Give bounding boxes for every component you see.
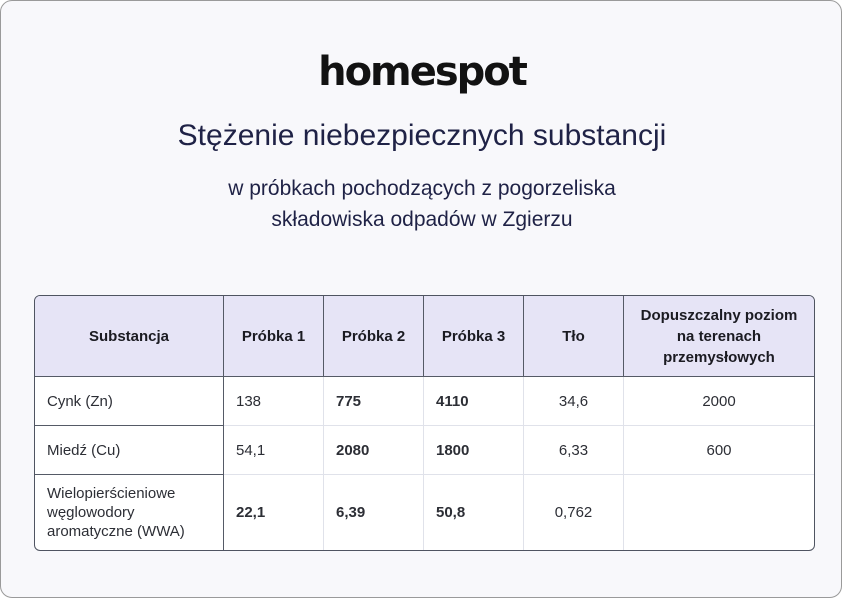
background-value: 34,6 <box>524 377 624 426</box>
limit-value <box>624 475 814 550</box>
substance-name: Wielopierścieniowe węglowodory aromatyczne (WWA) <box>35 475 224 550</box>
subtitle-line-2: składowiska odpadów w Zgierzu <box>271 208 573 231</box>
limit-value: 2000 <box>624 377 814 426</box>
table-row <box>35 426 814 475</box>
header-sample-2: Próbka 2 <box>324 296 424 377</box>
table-row <box>35 377 814 426</box>
substance-name: Miedź (Cu) <box>35 426 224 475</box>
sample-2-value: 6,39 <box>324 475 424 550</box>
header-permitted-level: Dopuszczalny poziom na terenach przemysłowych <box>624 296 814 377</box>
header-sample-1: Próbka 1 <box>224 296 324 377</box>
sample-3-value: 4110 <box>424 377 524 426</box>
limit-value: 600 <box>624 426 814 475</box>
sample-3-value: 1800 <box>424 426 524 475</box>
subtitle-line-1: w próbkach pochodzących z pogorzeliska <box>228 177 616 200</box>
substance-name: Cynk (Zn) <box>35 377 224 426</box>
table-row <box>35 475 814 550</box>
background-value: 0,762 <box>524 475 624 550</box>
header-background: Tło <box>524 296 624 377</box>
sample-2-value: 775 <box>324 377 424 426</box>
header-substance: Substancja <box>35 296 224 377</box>
sample-2-value: 2080 <box>324 426 424 475</box>
table-header-row <box>35 296 814 377</box>
sample-1-value: 22,1 <box>224 475 324 550</box>
concentration-table <box>34 295 815 551</box>
sample-1-value: 138 <box>224 377 324 426</box>
sample-3-value: 50,8 <box>424 475 524 550</box>
sample-1-value: 54,1 <box>224 426 324 475</box>
header-sample-3: Próbka 3 <box>424 296 524 377</box>
background-value: 6,33 <box>524 426 624 475</box>
homespot-logo: homespot <box>318 49 526 95</box>
page-title: Stężenie niebezpiecznych substancji <box>177 119 667 152</box>
page-subtitle <box>1 173 843 235</box>
